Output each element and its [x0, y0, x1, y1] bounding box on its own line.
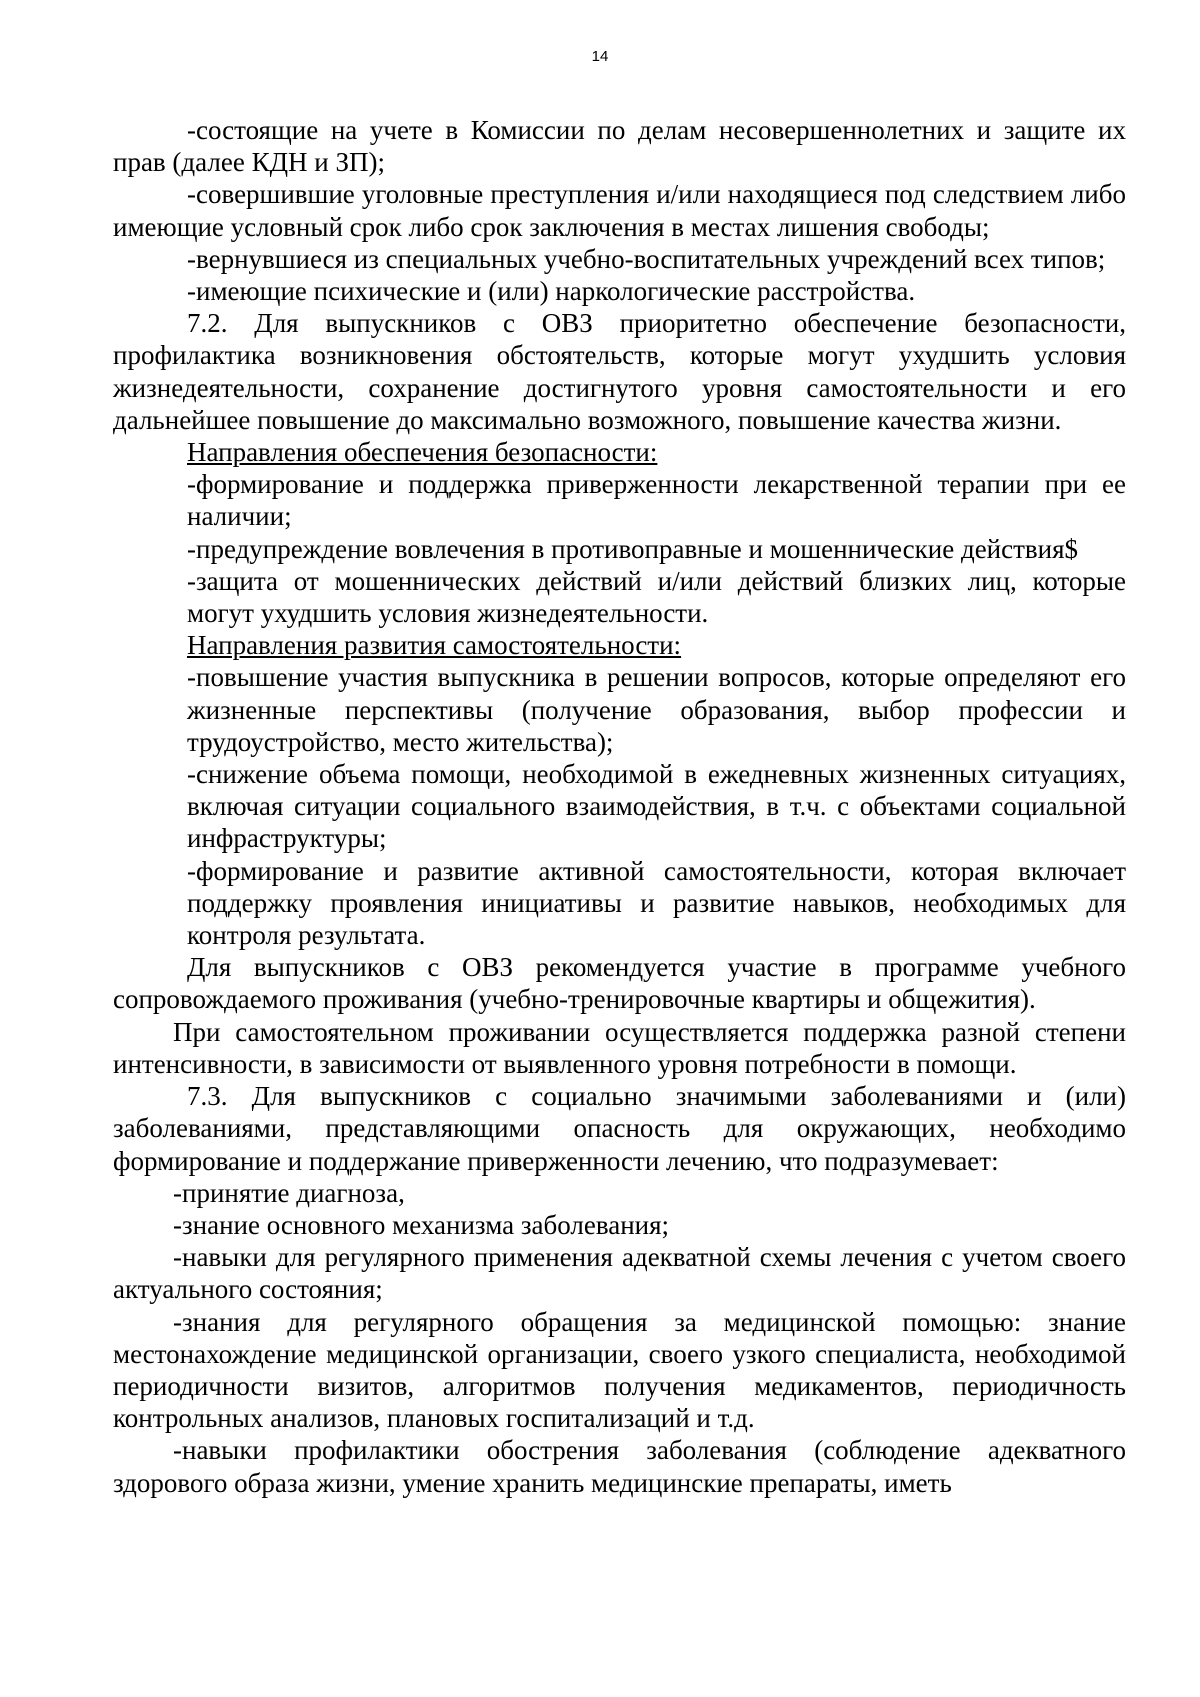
paragraph: -повышение участия выпускника в решении вопросов, которые определяют его жизненные перспективы (получение образования, выбор профессии и трудоустройство, место жительства);	[187, 662, 1126, 757]
paragraph: -знание основного механизма заболевания;	[173, 1209, 670, 1240]
paragraph: -предупреждение вовлечения в противоправные и мошеннические действия$	[187, 533, 1079, 564]
paragraph: -имеющие психические и (или) наркологические расстройства.	[187, 276, 916, 307]
document-body	[113, 114, 1126, 1499]
paragraph: -снижение объема помощи, необходимой в ежедневных жизненных ситуациях, включая ситуации социального взаимодействия, в т.ч. с объектами социальной инфраструктуры;	[187, 759, 1126, 854]
section-heading: Направления развития самостоятельности:	[187, 630, 682, 661]
paragraph: -совершившие уголовные преступления и/или находящиеся под следствием либо имеющие условный срок либо срок заключения в местах лишения свободы;	[113, 179, 1126, 242]
paragraph: -защита от мошеннических действий и/или действий близких лиц, которые могут ухудшить условия жизнедеятельности.	[187, 565, 1126, 629]
paragraph: -вернувшиеся из специальных учебно-воспитательных учреждений всех типов;	[187, 243, 1106, 274]
paragraph: -знания для регулярного обращения за медицинской помощью: знание местонахождение медицинской организации, своего узкого специалиста, необходимой периодичности визитов, алгоритмов получения медикаментов, периодичность контрольных анализов, плановых госпитализаций и т.д.	[113, 1306, 1126, 1434]
page-number: 14	[591, 48, 609, 65]
paragraph: -формирование и развитие активной самостоятельности, которая включает поддержку проявления инициативы и развитие навыков, необходимых для контроля результата.	[187, 855, 1126, 951]
paragraph: -формирование и поддержка приверженности лекарственной терапии при ее наличии;	[187, 469, 1126, 532]
paragraph: Для выпускников с ОВЗ рекомендуется участие в программе учебного сопровождаемого проживания (учебно-тренировочные квартиры и общежития).	[113, 952, 1126, 1015]
paragraph: -принятие диагноза,	[173, 1177, 405, 1208]
paragraph: -состоящие на учете в Комиссии по делам несовершеннолетних и защите их прав (далее КДН и ЗП);	[113, 115, 1126, 178]
paragraph: При самостоятельном проживании осуществляется поддержка разной степени интенсивности, в зависимости от выявленного уровня потребности в помощи.	[113, 1016, 1126, 1079]
paragraph: 7.2. Для выпускников с ОВЗ приоритетно обеспечение безопасности, профилактика возникновения обстоятельств, которые могут ухудшить условия жизнедеятельности, сохранение достигнутого уровня самостоятельности и его дальнейшее повышение до максимально возможного, повышение качества жизни.	[113, 308, 1126, 435]
paragraph: -навыки профилактики обострения заболевания (соблюдение адекватного здорового образа жизни, умение хранить медицинские препараты, иметь	[113, 1435, 1126, 1498]
paragraph: 7.3. Для выпускников с социально значимыми заболеваниями и (или) заболеваниями, представляющими опасность для окружающих, необходимо формирование и поддержание приверженности лечению, что подразумевает:	[113, 1081, 1126, 1176]
paragraph: -навыки для регулярного применения адекватной схемы лечения с учетом своего актуального состояния;	[113, 1242, 1126, 1305]
section-heading: Направления обеспечения безопасности:	[187, 437, 658, 468]
